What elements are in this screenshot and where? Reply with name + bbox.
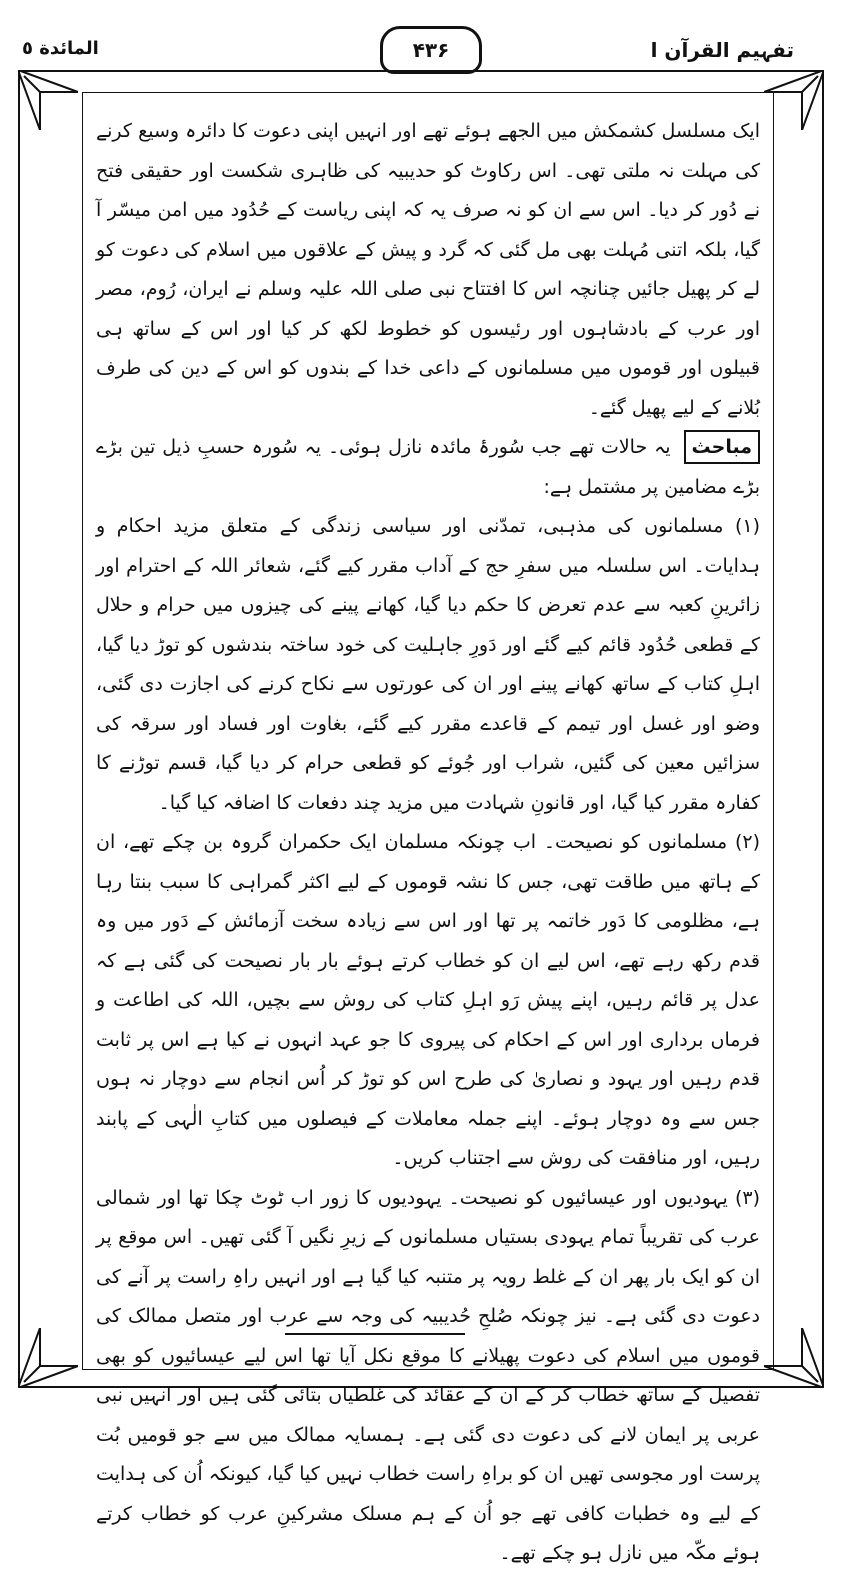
subject-item-2 xyxy=(96,823,760,1179)
side-heading: مباحث xyxy=(684,430,760,464)
subject-item-3 xyxy=(96,1179,760,1574)
item-number: (۱) xyxy=(734,515,760,537)
corner-ornament-icon xyxy=(18,70,78,130)
subject-item-1 xyxy=(96,507,760,823)
corner-ornament-icon xyxy=(764,1328,824,1388)
item-text: مسلمانوں کی مذہبی، تمدّنی اور سیاسی زندگی کے متعلق مزید احکام و ہدایات۔ اس سلسلہ میں سفرِ حج کے آداب مقرر کیے گئے، شعائر اللہ کے احترام اور زائرینِ کعبہ سے عدم تعرض کا حکم دیا گیا، کھانے پینے کی چیزوں میں حرام و حلال کے قطعی حُدُود قائم کیے گئے اور دَورِ جاہلیت کی خود ساختہ بندشوں کو توڑ دیا گیا، اہلِ کتاب کے ساتھ کھانے پینے اور ان کی عورتوں سے نکاح کرنے کی اجازت دی گئی، وضو اور غسل اور تیمم کے قاعدے مقرر کیے گئے، بغاوت اور فساد اور سرقہ کی سزائیں معین کی گئیں، شراب اور جُوئے کو قطعی حرام کر دیا گیا، قسم توڑنے کا کفارہ مقرر کیا گیا، اور قانونِ شہادت میں مزید چند دفعات کا اضافہ کیا گیا۔ xyxy=(96,515,760,814)
end-rule xyxy=(285,1333,465,1335)
item-number: (۳) xyxy=(734,1186,760,1209)
body-text xyxy=(96,112,760,1574)
intro-paragraph: ایک مسلسل کشمکش میں الجھے ہوئے تھے اور انہیں اپنی دعوت کا دائرہ وسیع کرنے کی مہلت نہ ملتی تھی۔ اس رکاوٹ کو حدیبیہ کی ظاہری شکست اور حقیقی فتح نے دُور کر دیا۔ اس سے ان کو نہ صرف یہ کہ اپنی ریاست کے حُدُود میں امن میسّر آ گیا، بلکہ اتنی مُہلت بھی مل گئی کہ گرد و پیش کے علاقوں میں اسلام کی دعوت کو لے کر پھیل جائیں چنانچہ اس کا افتتاح نبی صلی اللہ علیہ وسلم نے ایران، رُوم، مصر اور عرب کے بادشاہوں اور رئیسوں کو خطوط لکھ کر کیا اور اس کے ساتھ ہی قبیلوں اور قوموں میں مسلمانوں کے داعی خدا کے بندوں کو اس کے دین کی طرف بُلانے کے لیے پھیل گئے۔ xyxy=(96,120,760,419)
item-text: مسلمانوں کو نصیحت۔ اب چونکہ مسلمان ایک حکمران گروہ بن چکے تھے، ان کے ہاتھ میں طاقت تھی، جس کا نشہ قوموں کے لیے اکثر گمراہی کا سبب بنتا رہا ہے، مظلومی کا دَور خاتمہ پر تھا اور اس سے زیادہ سخت آزمائش کے دَور میں وہ قدم رکھ رہے تھے، اس لیے ان کو خطاب کرتے ہوئے بار بار نصیحت کی گئی ہے کہ عدل پر قائم رہیں، اپنے پیش رَو اہلِ کتاب کی روش سے بچیں، اللہ کی اطاعت و فرماں برداری اور اس کے احکام کی پیروی کا جو عہد انہوں نے کیا ہے اس پر ثابت قدم رہیں اور یہود و نصاریٰ کی طرح اس کو توڑ کر اُس انجام سے دوچار نہ ہوں جس سے وہ دوچار ہوئے۔ اپنے جملہ معاملات کے فیصلوں میں کتابِ الٰہی کے پابند رہیں، اور منافقت کی روش سے اجتناب کریں۔ xyxy=(96,831,760,1169)
item-text: یہودیوں اور عیسائیوں کو نصیحت۔ یہودیوں کا زور اب ٹوٹ چکا تھا اور شمالی عرب کی تقریباً تمام یہودی بستیاں مسلمانوں کے زیرِ نگیں آ گئی تھیں۔ اس موقع پر ان کو ایک بار پھر ان کے غلط رویہ پر متنبہ کیا گیا ہے اور انہیں راہِ راست پر آنے کی دعوت دی گئی ہے۔ نیز چونکہ صُلحِ حُدیبیہ کی وجہ سے عرب اور متصل ممالک کی قوموں میں اسلام کی دعوت پھیلانے کا موقع نکل آیا تھا اس لیے عیسائیوں کو بھی تفصیل کے ساتھ خطاب کر کے ان کے عقائد کی غلطیاں بتائی گئی ہیں اور انہیں نبی عربی پر ایمان لانے کی دعوت دی گئی ہے۔ ہمسایہ ممالک میں سے جو قومیں بُت پرست اور مجوسی تھیں ان کو براہِ راست خطاب نہیں کیا گیا، کیونکہ اُن کی ہدایت کے لیے وہ خطبات کافی تھے جو اُن کے ہم مسلک مشرکینِ عرب کو خطاب کرتے ہوئے مکّہ میں نازل ہو چکے تھے۔ xyxy=(96,1186,760,1564)
page-number: ۴۳۶ xyxy=(380,26,482,74)
subjects-intro xyxy=(96,428,760,507)
subjects-intro-text: یہ حالات تھے جب سُورۂ مائدہ نازل ہوئی۔ یہ سُورہ حسبِ ذیل تین بڑے بڑے مضامین پر مشتمل ہے: xyxy=(96,436,760,498)
book-title-header: تفہیم القرآن ا xyxy=(650,38,794,62)
corner-ornament-icon xyxy=(764,70,824,130)
surah-name-header: المائدة ٥ xyxy=(22,38,99,59)
item-number: (۲) xyxy=(734,831,760,853)
corner-ornament-icon xyxy=(18,1328,78,1388)
